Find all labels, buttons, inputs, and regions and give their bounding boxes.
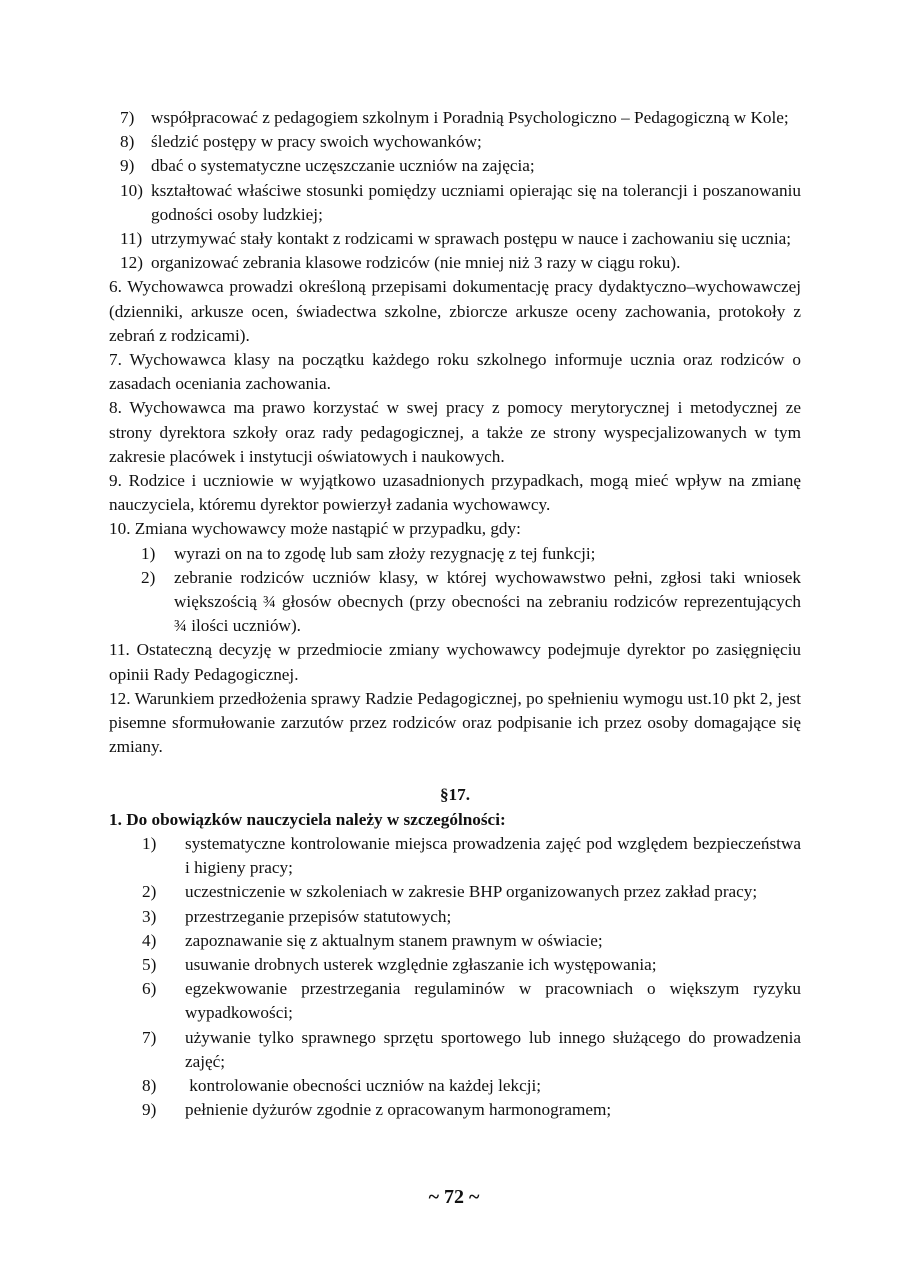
list-text: systematyczne kontrolowanie miejsca prowadzenia zajęć pod względem bezpieczeństwa i higieny pracy; xyxy=(185,833,801,878)
list-number: 5) xyxy=(142,954,157,974)
list-text: używanie tylko sprawnego sprzętu sportowego lub innego służącego do prowadzenia zajęć; xyxy=(185,1027,801,1071)
list-number: 7) xyxy=(142,1027,157,1047)
list-item xyxy=(109,130,801,154)
list-item xyxy=(109,880,801,904)
list-text: przestrzeganie przepisów statutowych; xyxy=(185,906,452,926)
section-title: §17. xyxy=(439,785,471,805)
list-text: egzekwowanie przestrzegania regulaminów w pracowniach o większym ryzyku wypadkowości; xyxy=(185,979,801,1023)
list-number: 6) xyxy=(142,979,157,999)
list-text: kształtować właściwe stosunki pomiędzy uczniami opierając się na tolerancji i poszanowaniu godności osoby ludzkiej; xyxy=(151,180,801,224)
list-item xyxy=(109,542,801,566)
list-number: 8) xyxy=(142,1075,157,1095)
list-item xyxy=(109,566,801,639)
section-heading: 1. Do obowiązków nauczyciela należy w szczególności: xyxy=(109,809,506,829)
paragraph-7: 7. Wychowawca klasy na początku każdego roku szkolnego informuje ucznia oraz rodziców o zasadach oceniania zachowania. xyxy=(109,350,801,394)
list-number: 2) xyxy=(142,882,157,902)
list-item xyxy=(109,251,801,275)
list-item xyxy=(109,154,801,178)
paragraph-12: 12. Warunkiem przedłożenia sprawy Radzie Pedagogicznej, po spełnieniu wymogu ust.10 pkt 2, jest pisemne sformułowanie zarzutów przez rodziców oraz podpisanie ich przez osoby domagające się zmiany. xyxy=(109,688,801,757)
list-item xyxy=(109,977,801,1025)
list-number: 1) xyxy=(141,543,156,563)
list-item xyxy=(109,905,801,929)
list-text: zebranie rodziców uczniów klasy, w której wychowawstwo pełni, zgłosi taki wniosek większością ¾ głosów obecnych (przy obecności na zebraniu rodziców reprezentujących ¾ ilości uczniów). xyxy=(174,567,801,636)
list-text: uczestniczenie w szkoleniach w zakresie BHP organizowanych przez zakład pracy; xyxy=(185,882,758,902)
list-text: kontrolowanie obecności uczniów na każdej lekcji; xyxy=(185,1075,542,1095)
list-item xyxy=(109,953,801,977)
paragraph-6: 6. Wychowawca prowadzi określoną przepisami dokumentację pracy dydaktyczno–wychowawczej (dzienniki, arkusze ocen, świadectwa szkolne, zbiorcze arkusze oceny zachowania, protokoły z zebrań z rodzicami). xyxy=(109,277,801,345)
list-number: 4) xyxy=(142,930,157,950)
list-number: 2) xyxy=(141,567,156,587)
list-text: śledzić postępy w pracy swoich wychowanków; xyxy=(151,132,482,152)
list-item xyxy=(109,1026,801,1074)
list-item xyxy=(109,179,801,227)
list-item xyxy=(109,227,801,251)
list-number: 11) xyxy=(120,229,143,249)
list-text: pełnienie dyżurów zgodnie z opracowanym harmonogramem; xyxy=(185,1100,612,1120)
paragraph-9: 9. Rodzice i uczniowie w wyjątkowo uzasadnionych przypadkach, mogą mieć wpływ na zmianę nauczyciela, któremu dyrektor powierzył zadania wychowawcy. xyxy=(109,471,801,515)
list-text: zapoznawanie się z aktualnym stanem prawnym w oświacie; xyxy=(185,930,603,950)
list-number: 10) xyxy=(120,180,143,200)
list-number: 9) xyxy=(142,1100,157,1120)
list-text: organizować zebrania klasowe rodziców (nie mniej niż 3 razy w ciągu roku). xyxy=(151,253,681,273)
list-number: 9) xyxy=(120,156,135,176)
list-text: usuwanie drobnych usterek względnie zgłaszanie ich występowania; xyxy=(185,954,657,974)
teacher-duties-list xyxy=(109,832,801,1122)
list-item xyxy=(109,1074,801,1098)
list-text: wyrazi on na to zgodę lub sam złoży rezygnację z tej funkcji; xyxy=(174,543,596,563)
document-body xyxy=(109,106,801,1122)
list-number: 8) xyxy=(120,132,135,152)
list-text: dbać o systematyczne uczęszczanie uczniów na zajęcia; xyxy=(151,156,535,176)
list-text: utrzymywać stały kontakt z rodzicami w sprawach postępu w nauce i zachowaniu się ucznia; xyxy=(151,229,791,249)
list-text: współpracować z pedagogiem szkolnym i Poradnią Psychologiczno – Pedagogiczną w Kole; xyxy=(151,108,789,127)
change-conditions-list xyxy=(109,542,801,639)
list-item xyxy=(109,832,801,880)
list-item xyxy=(109,106,801,130)
paragraph-10: 10. Zmiana wychowawcy może nastąpić w przypadku, gdy: xyxy=(109,519,521,539)
paragraph-8: 8. Wychowawca ma prawo korzystać w swej pracy z pomocy merytorycznej i metodycznej ze strony dyrektora szkoły oraz rady pedagogicznej, a także ze strony wyspecjalizowanych w tym zakresie placówek i instytucji oświatowych i naukowych. xyxy=(109,398,801,466)
list-number: 1) xyxy=(142,833,157,853)
list-number: 3) xyxy=(142,906,157,926)
paragraph-11: 11. Ostateczną decyzję w przedmiocie zmiany wychowawcy podejmuje dyrektor po zasięgnięciu opinii Rady Pedagogicznej. xyxy=(109,640,801,684)
duties-list-continued xyxy=(109,106,801,275)
list-item xyxy=(109,929,801,953)
page-number: ~ 72 ~ xyxy=(428,1186,480,1208)
list-item xyxy=(109,1098,801,1122)
list-number: 7) xyxy=(120,108,135,127)
list-number: 12) xyxy=(120,253,143,273)
